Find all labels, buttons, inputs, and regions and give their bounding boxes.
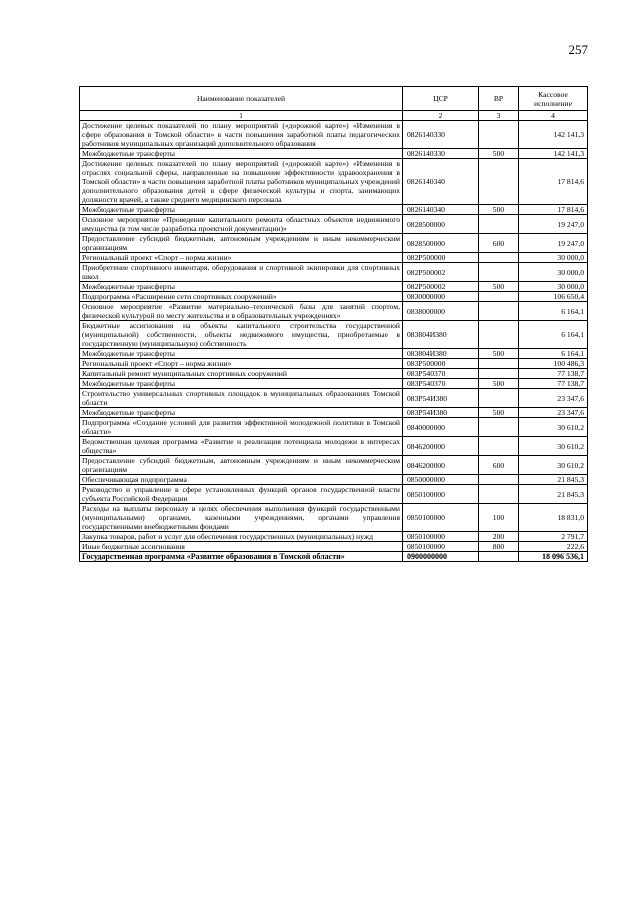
row-amount: 30 000,0 (519, 263, 588, 282)
table-row (80, 379, 588, 389)
row-csr: 083P540370 (403, 379, 479, 389)
row-name: Региональный проект «Спорт – норма жизни» (80, 359, 403, 369)
table-row (80, 369, 588, 379)
row-vr: 600 (479, 234, 519, 253)
row-csr: 083P54И380 (403, 408, 479, 418)
table-row (80, 253, 588, 263)
table-row (80, 205, 588, 215)
row-name: Предоставление субсидий бюджетным, автономным учреждениям и иным некоммерческим организациям (80, 234, 403, 253)
row-vr (479, 475, 519, 485)
row-name: Строительство универсальных спортивных площадок в муниципальных образованиях Томской области (80, 389, 403, 408)
row-csr: 0826140330 (403, 149, 479, 159)
row-amount: 6 164,1 (519, 321, 588, 349)
table-row (80, 282, 588, 292)
row-amount: 142 141,3 (519, 149, 588, 159)
row-amount: 30 000,0 (519, 253, 588, 263)
table-row (80, 475, 588, 485)
row-name: Межбюджетные трансферты (80, 349, 403, 359)
row-vr: 500 (479, 149, 519, 159)
row-name: Капитальный ремонт муниципальных спортивных сооружений (80, 369, 403, 379)
row-vr (479, 302, 519, 321)
row-amount: 19 247,0 (519, 234, 588, 253)
header-name: Наименование показателей (80, 87, 403, 111)
table-row (80, 504, 588, 532)
row-vr: 500 (479, 282, 519, 292)
row-name: Межбюджетные трансферты (80, 205, 403, 215)
row-name: Основное мероприятие «Развитие материально–технической базы для занятий спортом, физической культурой по месту жительства и в образовательных учреждениях» (80, 302, 403, 321)
table-row (80, 292, 588, 302)
table-row (80, 485, 588, 504)
row-vr: 100 (479, 504, 519, 532)
table-row (80, 408, 588, 418)
row-name: Основное мероприятие «Проведение капитального ремонта областных объектов недвижимого имущества (в том числе разработка проектной документации)» (80, 215, 403, 234)
table-row (80, 359, 588, 369)
table-row (80, 149, 588, 159)
row-amount: 142 141,3 (519, 121, 588, 149)
header-amount: Кассовое исполнение (519, 87, 588, 111)
row-vr (479, 552, 519, 562)
table-row (80, 121, 588, 149)
row-name: Ведомственная целевая программа «Развитие и реализация потенциала молодежи в интересах общества» (80, 437, 403, 456)
row-amount: 222,6 (519, 542, 588, 552)
row-name: Расходы на выплаты персоналу в целях обеспечения выполнения функций государственными (муниципальными) органами, казенными учреждениями, органами управления государственными внебюджетными фондами (80, 504, 403, 532)
row-csr: 0846200000 (403, 437, 479, 456)
row-vr (479, 369, 519, 379)
page-number: 257 (568, 42, 588, 57)
table-row (80, 418, 588, 437)
table-row (80, 542, 588, 552)
row-vr: 500 (479, 349, 519, 359)
row-csr: 0850100000 (403, 504, 479, 532)
row-name: Межбюджетные трансферты (80, 149, 403, 159)
row-csr: 0850100000 (403, 485, 479, 504)
row-vr: 500 (479, 408, 519, 418)
row-vr (479, 418, 519, 437)
row-vr: 200 (479, 532, 519, 542)
column-number-row (80, 111, 588, 121)
table-row (80, 552, 588, 562)
row-amount: 30 610,2 (519, 456, 588, 475)
row-name: Региональный проект «Спорт – норма жизни» (80, 253, 403, 263)
row-amount: 17 814,6 (519, 159, 588, 205)
row-amount: 30 610,2 (519, 437, 588, 456)
row-name: Достижение целевых показателей по плану мероприятий («дорожной карте») «Изменения в сфере образования в Томской области» в части повышения заработной платы педагогических работников муниципальных организаций дополнительного образования (80, 121, 403, 149)
row-vr (479, 485, 519, 504)
row-amount: 19 247,0 (519, 215, 588, 234)
row-csr: 083P500000 (403, 359, 479, 369)
row-vr (479, 121, 519, 149)
row-csr: 0838000000 (403, 302, 479, 321)
row-vr (479, 292, 519, 302)
row-csr: 0830000000 (403, 292, 479, 302)
row-vr (479, 253, 519, 263)
row-name: Достижение целевых показателей по плану мероприятий («дорожной карте») «Изменения в отраслях социальной сферы, направленные на повышение эффективности здравоохранения в Томской области» в части повышения заработной платы работников муниципальных учреждений дополнительного образования детей в сфере физической культуры и спорта, занимающих должности врачей, а также среднего медицинского персонала (80, 159, 403, 205)
row-csr: 082P500002 (403, 282, 479, 292)
row-name: Межбюджетные трансферты (80, 408, 403, 418)
row-csr: 0900000000 (403, 552, 479, 562)
row-name: Подпрограмма «Создание условий для развития эффективной молодежной политики в Томской области» (80, 418, 403, 437)
row-amount: 23 347,6 (519, 389, 588, 408)
row-amount: 2 791,7 (519, 532, 588, 542)
table-row (80, 215, 588, 234)
row-amount: 18 096 536,1 (519, 552, 588, 562)
row-vr (479, 263, 519, 282)
row-amount: 18 831,0 (519, 504, 588, 532)
row-vr: 800 (479, 542, 519, 552)
header-vr: ВР (479, 87, 519, 111)
row-vr (479, 321, 519, 349)
table-body (80, 121, 588, 562)
row-name: Обеспечивающая подпрограмма (80, 475, 403, 485)
row-name: Бюджетные ассигнования на объекты капитального строительства государственной (муниципальной) собственности, объекты недвижимого имущества, приобретаемые в государственную (муниципальную) собственность (80, 321, 403, 349)
row-vr (479, 215, 519, 234)
row-amount: 17 814,6 (519, 205, 588, 215)
row-name: Приобретение спортивного инвентаря, оборудования и спортивной экипировки для спортивных школ (80, 263, 403, 282)
table-row (80, 234, 588, 253)
row-vr (479, 437, 519, 456)
row-csr: 0826140340 (403, 159, 479, 205)
column-number: 1 (80, 111, 403, 121)
row-csr: 083804И380 (403, 321, 479, 349)
row-csr: 082P500002 (403, 263, 479, 282)
budget-table (79, 86, 588, 562)
row-vr: 500 (479, 205, 519, 215)
row-vr: 600 (479, 456, 519, 475)
row-amount: 6 164,1 (519, 302, 588, 321)
row-csr: 0850000000 (403, 475, 479, 485)
table-row (80, 437, 588, 456)
row-csr: 083P54И380 (403, 389, 479, 408)
row-csr: 0840000000 (403, 418, 479, 437)
row-vr (479, 359, 519, 369)
row-name: Руководство и управление в сфере установленных функций органов государственной власти субъекта Российской Федерации (80, 485, 403, 504)
row-name: Межбюджетные трансферты (80, 379, 403, 389)
table-row (80, 302, 588, 321)
row-amount: 77 138,7 (519, 379, 588, 389)
table-row (80, 263, 588, 282)
row-name: Межбюджетные трансферты (80, 282, 403, 292)
row-amount: 30 610,2 (519, 418, 588, 437)
row-csr: 0826140340 (403, 205, 479, 215)
table-row (80, 321, 588, 349)
row-csr: 083P540370 (403, 369, 479, 379)
row-csr: 082P500000 (403, 253, 479, 263)
row-csr: 0850100000 (403, 542, 479, 552)
header-csr: ЦСР (403, 87, 479, 111)
row-amount: 21 845,3 (519, 485, 588, 504)
row-amount: 30 000,0 (519, 282, 588, 292)
column-number: 4 (519, 111, 588, 121)
column-number: 3 (479, 111, 519, 121)
row-name: Закупка товаров, работ и услуг для обеспечения государственных (муниципальных) нужд (80, 532, 403, 542)
row-name: Государственная программа «Развитие образования в Томской области» (80, 552, 403, 562)
table-header (80, 87, 588, 121)
row-name: Предоставление субсидий бюджетным, автономным учреждениям и иным некоммерческим организациям (80, 456, 403, 475)
row-csr: 0850100000 (403, 532, 479, 542)
row-csr: 0828500000 (403, 234, 479, 253)
row-name: Иные бюджетные ассигнования (80, 542, 403, 552)
row-csr: 083804И380 (403, 349, 479, 359)
row-amount: 77 138,7 (519, 369, 588, 379)
row-name: Подпрограмма «Расширение сети спортивных сооружений» (80, 292, 403, 302)
row-vr (479, 389, 519, 408)
table-row (80, 532, 588, 542)
row-amount: 6 164,1 (519, 349, 588, 359)
row-amount: 23 347,6 (519, 408, 588, 418)
row-csr: 0846200000 (403, 456, 479, 475)
row-vr (479, 159, 519, 205)
row-vr: 500 (479, 379, 519, 389)
row-amount: 100 486,3 (519, 359, 588, 369)
row-amount: 21 845,3 (519, 475, 588, 485)
row-amount: 106 650,4 (519, 292, 588, 302)
row-csr: 0828500000 (403, 215, 479, 234)
table-row (80, 159, 588, 205)
row-csr: 0826140330 (403, 121, 479, 149)
table-row (80, 389, 588, 408)
column-number: 2 (403, 111, 479, 121)
table-row (80, 349, 588, 359)
table-row (80, 456, 588, 475)
